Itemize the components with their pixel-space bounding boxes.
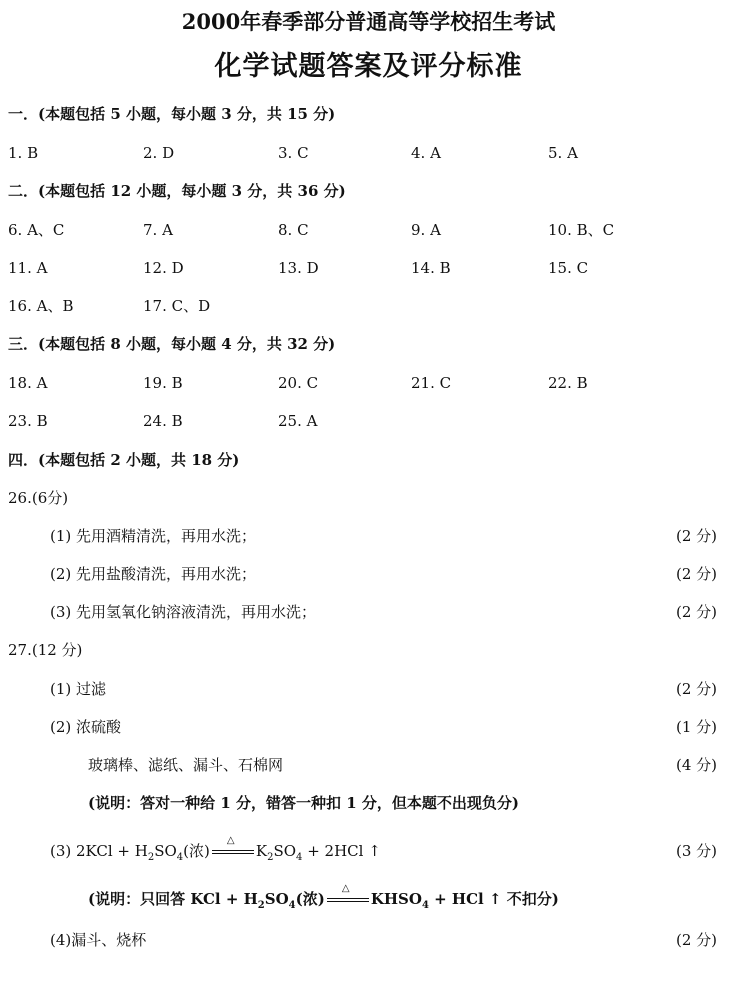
- answer-item: 8. C: [278, 221, 309, 239]
- question-27-label: 27.(12 分): [8, 641, 83, 659]
- q26-answer-1: (1) 先用酒精清洗，再用水洗；: [50, 527, 257, 545]
- answer-item: 13. D: [278, 259, 319, 277]
- heat-symbol: △: [341, 883, 350, 894]
- answer-item: 11. A: [8, 259, 48, 277]
- eq-subscript: 4: [296, 852, 303, 863]
- reaction-condition-arrow: [327, 883, 369, 907]
- note-text: + HCl ↑ 不扣分): [428, 890, 559, 908]
- q27-answer-1: (1) 过滤: [50, 680, 107, 698]
- q26-score-2: (2 分): [675, 565, 717, 583]
- q26-answer-3: (3) 先用氢氧化钠溶液清洗，再用水洗；: [50, 603, 317, 621]
- eq-subscript: 4: [421, 900, 429, 911]
- answer-item: 21. C: [411, 374, 452, 392]
- q27-score-1: (2 分): [675, 680, 717, 698]
- q26-score-3: (2 分): [675, 603, 717, 621]
- answer-item: 1. B: [8, 144, 39, 162]
- eq-subscript: 4: [288, 900, 296, 911]
- answer-item: 20. C: [278, 374, 319, 392]
- exam-subtitle: 化学试题答案及评分标准: [214, 51, 523, 82]
- answer-item: 23. B: [8, 412, 48, 430]
- answer-item: 19. B: [143, 374, 183, 392]
- q27-answer-2-apparatus: 玻璃棒、滤纸、漏斗、石棉网: [88, 756, 284, 774]
- exam-title: 2000年春季部分普通高等学校招生考试: [181, 9, 556, 34]
- reaction-condition-arrow: [212, 835, 254, 859]
- eq-text: + 2HCl ↑: [302, 842, 381, 860]
- answer-item: 9. A: [411, 221, 441, 239]
- answer-item: 2. D: [143, 144, 175, 162]
- answer-item: 3. C: [278, 144, 309, 162]
- answer-item: 18. A: [8, 374, 48, 392]
- note-text: SO: [264, 890, 289, 908]
- answer-item: 17. C、D: [143, 297, 211, 315]
- answer-item: 12. D: [143, 259, 184, 277]
- note-text: KHSO: [370, 890, 422, 908]
- q27-score-2-apparatus: (4 分): [675, 756, 717, 774]
- note-text: (浓): [295, 890, 325, 908]
- q27-note-2: [88, 883, 559, 916]
- answer-item: 7. A: [143, 221, 173, 239]
- answer-item: 4. A: [411, 144, 441, 162]
- eq-subscript: 2: [147, 852, 155, 863]
- note-text: (说明：只回答 KCl + H: [88, 890, 258, 908]
- answer-item: 24. B: [143, 412, 183, 430]
- answer-item: 14. B: [411, 259, 451, 277]
- q27-answer-2: (2) 浓硫酸: [50, 718, 122, 736]
- eq-text: SO: [273, 842, 297, 860]
- eq-subscript: 4: [176, 852, 184, 863]
- eq-text: (3) 2KCl + H: [50, 842, 148, 860]
- q27-note-1: (说明：答对一种给 1 分，错答一种扣 1 分，但本题不出现负分): [88, 794, 519, 812]
- q27-answer-4: (4)漏斗、烧杯: [50, 931, 147, 949]
- question-26-label: 26.(6分): [8, 489, 69, 507]
- answer-item: 22. B: [548, 374, 588, 392]
- heat-symbol: △: [226, 835, 235, 846]
- q26-answer-2: (2) 先用盐酸清洗，再用水洗；: [50, 565, 257, 583]
- answer-item: 10. B、C: [548, 221, 615, 239]
- answer-item: 25. A: [278, 412, 318, 430]
- section-heading-2: 二．(本题包括 12 小题，每小题 3 分，共 36 分): [8, 182, 346, 200]
- answer-item: 15. C: [548, 259, 589, 277]
- section-heading-4: 四．(本题包括 2 小题，共 18 分): [8, 451, 240, 469]
- section-heading-3: 三．(本题包括 8 小题，每小题 4 分，共 32 分): [8, 335, 336, 353]
- q27-equation-3: [50, 835, 381, 868]
- eq-subscript: 2: [267, 852, 274, 863]
- q27-score-4: (2 分): [675, 931, 717, 949]
- answer-item: 5. A: [548, 144, 578, 162]
- q26-score-1: (2 分): [675, 527, 717, 545]
- section-heading-1: 一．(本题包括 5 小题，每小题 3 分，共 15 分): [8, 105, 336, 123]
- eq-text: K: [255, 842, 268, 860]
- eq-subscript: 2: [257, 900, 265, 911]
- answer-item: 16. A、B: [8, 297, 74, 315]
- eq-text: (浓): [183, 842, 210, 860]
- q27-score-2: (1 分): [675, 718, 717, 736]
- q27-score-3: (3 分): [675, 842, 717, 860]
- eq-text: SO: [154, 842, 177, 860]
- answer-item: 6. A、C: [8, 221, 65, 239]
